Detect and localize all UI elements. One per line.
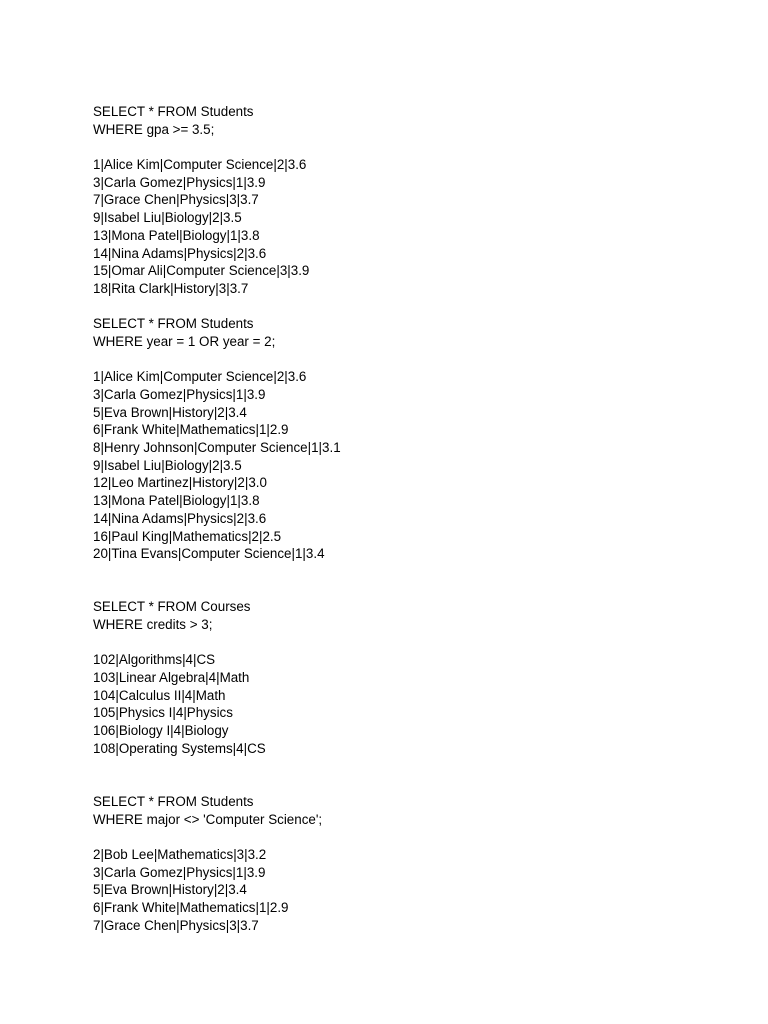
document-body [93, 103, 733, 934]
result-row: 8|Henry Johnson|Computer Science|1|3.1 [93, 440, 341, 456]
result-row: 2|Bob Lee|Mathematics|3|3.2 [93, 846, 267, 862]
result-row: 6|Frank White|Mathematics|1|2.9 [93, 899, 289, 915]
result-row: 14|Nina Adams|Physics|2|3.6 [93, 245, 267, 261]
result-row: 104|Calculus II|4|Math [93, 687, 226, 703]
result-row: 3|Carla Gomez|Physics|1|3.9 [93, 387, 266, 402]
query-section [93, 103, 733, 298]
result-row: 3|Carla Gomez|Physics|1|3.9 [93, 864, 266, 880]
result-row: 1|Alice Kim|Computer Science|2|3.6 [93, 157, 307, 173]
sql-select-line: SELECT * FROM Students [93, 793, 254, 809]
result-row: 9|Isabel Liu|Biology|2|3.5 [93, 457, 242, 473]
sql-select-line: SELECT * FROM Students [93, 104, 254, 119]
sql-where-line: WHERE credits > 3; [93, 616, 213, 632]
result-row: 13|Mona Patel|Biology|1|3.8 [93, 227, 260, 243]
result-row: 103|Linear Algebra|4|Math [93, 670, 250, 686]
query-section [93, 793, 733, 935]
result-row: 20|Tina Evans|Computer Science|1|3.4 [93, 546, 325, 562]
sql-select-line: SELECT * FROM Courses [93, 599, 251, 615]
sql-where-line: WHERE year = 1 OR year = 2; [93, 333, 276, 349]
blank-line [93, 351, 733, 369]
sql-where-line: WHERE gpa >= 3.5; [93, 121, 215, 137]
result-row: 18|Rita Clark|History|3|3.7 [93, 280, 249, 296]
result-row: 6|Frank White|Mathematics|1|2.9 [93, 422, 289, 438]
blank-line [93, 828, 733, 846]
result-row: 5|Eva Brown|History|2|3.4 [93, 404, 247, 420]
result-row: 14|Nina Adams|Physics|2|3.6 [93, 510, 267, 526]
query-section [93, 315, 733, 563]
result-row: 15|Omar Ali|Computer Science|3|3.9 [93, 263, 310, 279]
section-gap [93, 757, 733, 792]
result-row: 13|Mona Patel|Biology|1|3.8 [93, 493, 260, 509]
sql-where-line: WHERE major <> 'Computer Science'; [93, 811, 323, 827]
sql-select-line: SELECT * FROM Students [93, 316, 254, 332]
result-row: 12|Leo Martinez|History|2|3.0 [93, 475, 267, 491]
result-row: 16|Paul King|Mathematics|2|2.5 [93, 528, 282, 544]
result-row: 108|Operating Systems|4|CS [93, 740, 266, 756]
result-row: 7|Grace Chen|Physics|3|3.7 [93, 917, 259, 933]
result-row: 3|Carla Gomez|Physics|1|3.9 [93, 174, 266, 190]
query-section [93, 598, 733, 757]
section-gap [93, 563, 733, 598]
result-row: 9|Isabel Liu|Biology|2|3.5 [93, 210, 242, 226]
result-row: 106|Biology I|4|Biology [93, 723, 229, 739]
result-row: 7|Grace Chen|Physics|3|3.7 [93, 192, 259, 208]
result-row: 102|Algorithms|4|CS [93, 652, 216, 668]
blank-line [93, 634, 733, 652]
result-row: 1|Alice Kim|Computer Science|2|3.6 [93, 369, 307, 385]
blank-line [93, 138, 733, 156]
result-row: 105|Physics I|4|Physics [93, 705, 233, 721]
section-gap [93, 298, 733, 316]
result-row: 5|Eva Brown|History|2|3.4 [93, 882, 247, 898]
